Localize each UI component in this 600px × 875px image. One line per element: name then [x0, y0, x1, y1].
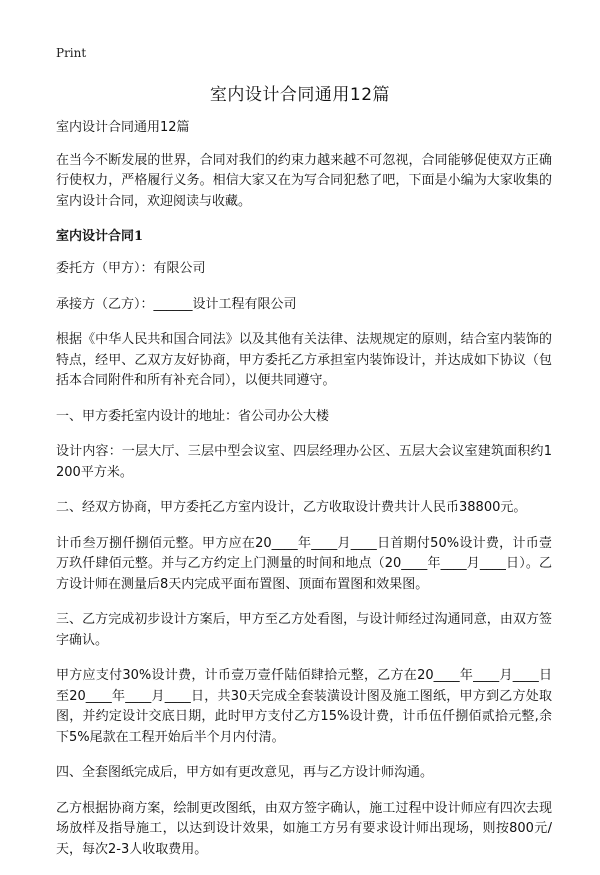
paragraph-clause-2: 二、经双方协商，甲方委托乙方室内设计，乙方收取设计费共计人民币38800元。	[56, 500, 527, 515]
paragraph-design-content: 设计内容：一层大厅、三层中型会议室、四层经理办公区、五层大会议室建筑面积约1200平方米。	[56, 444, 552, 480]
print-link[interactable]: Print	[56, 46, 87, 60]
paragraph-clause-1: 一、甲方委托室内设计的地址：省公司办公大楼	[56, 408, 330, 424]
intro-paragraph: 在当今不断发展的世界，合同对我们的约束力越来越不可忽视，合同能够促使双方正确行使权力，严格履行义务。相信大家又在为写合同犯愁了吧，下面是小编为大家收集的室内设计合同，欢迎阅读与收藏。	[56, 152, 552, 209]
section-heading: 室内设计合同1	[56, 229, 144, 244]
paragraph-revisions: 乙方根据协商方案，绘制更改图纸，由双方签字确认，施工过程中设计师应有四次去现场放样及指导施工，以达到设计效果，如施工方另有要求设计师出现场，则按800元/天，每次2-3人收取费用。	[56, 800, 552, 857]
paragraph-contractor: 承接方（乙方）：______设计工程有限公司	[56, 296, 297, 312]
paragraph-clause-4: 四、全套图纸完成后，甲方如有更改意见，再与乙方设计师沟通。	[56, 765, 434, 780]
paragraph-basis: 根据《中华人民共和国合同法》以及其他有关法律、法规规定的原则，结合室内装饰的特点，经甲、乙双方友好协商，甲方委托乙方承担室内装饰设计，并达成如下协议（包括本合同附件和所有补充合同），以便共同遵守。	[56, 332, 552, 388]
paragraph-client: 委托方（甲方）：有限公司	[56, 261, 206, 276]
document-body	[56, 118, 552, 875]
paragraph-payment-1: 计币叁万捌仟捌佰元整。甲方应在20____年____月____日首期付50%设计费，计币壹万玖仟肆佰元整。并与乙方约定上门测量的时间和地点（20____年____月____日）。乙方设计师在测量后8天内完成平面布置图、顶面布置图和效果图。	[56, 535, 552, 592]
paragraph-payment-2: 甲方应支付30%设计费，计币壹万壹仟陆佰肆拾元整，乙方在20____年____月____日至20____年____月____日，共30天完成全套装潢设计图及施工图纸，甲方到乙方处取图，并约定设计交底日期，此时甲方支付乙方15%设计费，计币伍仟捌佰贰拾元整,余下5%尾款在工程开始后半个月内付清。	[56, 668, 552, 745]
paragraph-clause-3: 三、乙方完成初步设计方案后，甲方至乙方处看图，与设计师经过沟通同意，由双方签字确认。	[56, 612, 552, 648]
page-title: 室内设计合同通用12篇	[209, 85, 391, 105]
document-subtitle: 室内设计合同通用12篇	[56, 120, 190, 135]
